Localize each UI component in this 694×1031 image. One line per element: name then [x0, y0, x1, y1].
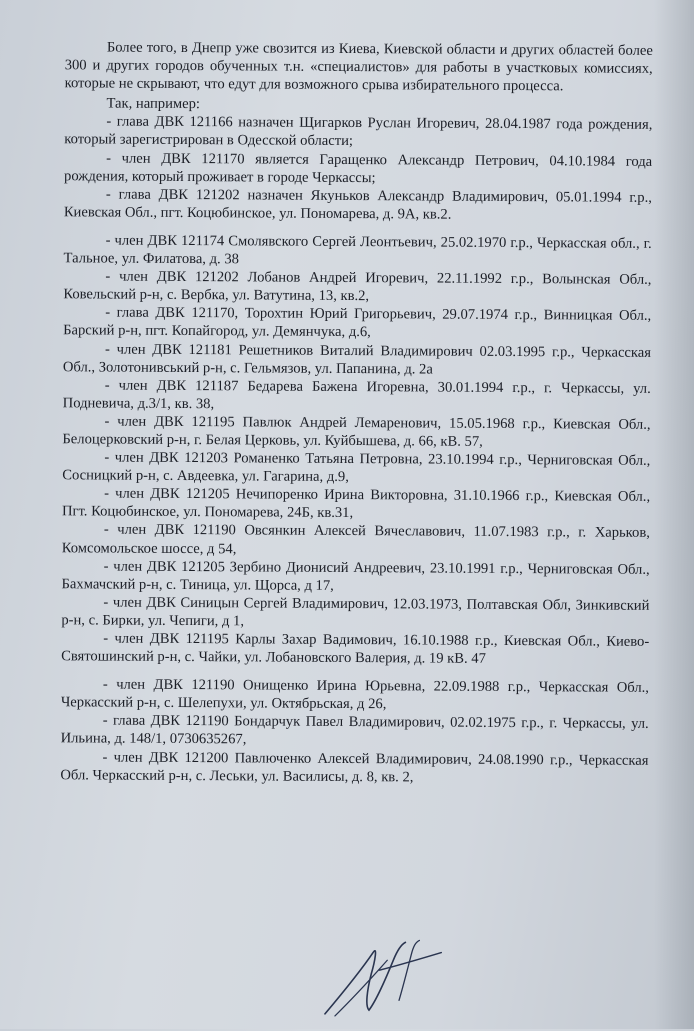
list-item: - глава ДВК 121202 назначен Якуньков Александр Владимирович, 05.01.1994 г.р., Киевская Обл., пгт. Коцюбинское, ул. Пономарева, д. 9А, кв.2.: [63, 186, 652, 223]
example-intro: Так, например:: [106, 95, 201, 113]
list-item: - член ДВК 121205 Нечипоренко Ирина Викторовна, 31.10.1966 г.р., Киевская Обл., Пгт. Коцюбинское, ул. Пономарева, 24Б, кв.31,: [61, 485, 651, 522]
handwritten-signature: [315, 930, 476, 1021]
list-item: - член ДВК 121190 Онищенко Ирина Юрьевна, 22.09.1988 г.р., Черкасская Обл., Черкасский р-н, с. Шелепухи, ул. Октябрьская, д 26,: [60, 676, 649, 713]
list-item: - член ДВК 121170 является Гаращенко Александр Петрович, 04.10.1984 года рождения, который проживает в городе Черкассы;: [64, 150, 653, 186]
list-item: - глава ДВК 121190 Бондарчук Павел Владимирович, 02.02.1975 г.р., г. Черкассы, ул. Ильина, д. 148/1, 0730635267,: [60, 712, 649, 748]
document-body: [60, 38, 653, 787]
intro-paragraph: Более того, в Днепр уже свозится из Киева, Киевской области и других областей более 300 и других городов обученных т.н. «специалистов» для работы в участковых комиссиях, которые не скрывают, что едут для возможного срыва избирательного процесса.: [64, 39, 653, 95]
list-item: - член ДВК 121190 Овсянкин Алексей Вячеславович, 11.07.1983 г.р., г. Харьков, Комсомольское шоссе, д 54,: [61, 521, 650, 557]
list-item: - член ДВК 121195 Карлы Захар Вадимович, 16.10.1988 г.р., Киевская Обл., Киево-Святошинский р-н, с. Чайки, ул. Лобановского Валерия, д. 19 кВ. 47: [61, 630, 650, 667]
list-item: - член ДВК 121195 Павлюк Андрей Лемаренович, 15.05.1968 г.р., Киевская Обл., Белоцерковский р-н, г. Белая Церковь, ул. Куйбышева, д. 66, кВ. 57,: [62, 413, 651, 450]
list-item: - член ДВК 121174 Смолявского Сергей Леонтьевич, 25.02.1970 г.р., Черкасская обл., г. Тальное, ул. Филатова, д. 38: [63, 232, 652, 268]
list-item: - член ДВК 121203 Романенко Татьяна Петровна, 23.10.1994 г.р., Черниговская Обл., Сосницкий р-н, с. Авдеевка, ул. Гагарина, д.9,: [62, 449, 651, 486]
list-item: - глава ДВК 121170, Торохтин Юрий Григорьевич, 29.07.1974 г.р., Винницкая Обл., Барский р-н, пгт. Копайгород, ул. Демянчука, д.6,: [63, 304, 652, 341]
page-shadow: [654, 0, 694, 1029]
list-item: - член ДВК 121202 Лобанов Андрей Игоревич, 22.11.1992 г.р., Волынская Обл., Ковельский р-н, с. Вербка, ул. Ватутина, 13, кв.2,: [63, 268, 652, 305]
list-item: - глава ДВК 121166 назначен Щигарков Руслан Игоревич, 28.04.1987 года рождения, который зарегистрирован в Одесской области;: [64, 113, 653, 150]
list-item: - член ДВК 121200 Павлюченко Алексей Владимирович, 24.08.1990 г.р., Черкасская Обл. Черкасский р-н, с. Леськи, ул. Василисы, д. 8, кв. 2,: [60, 749, 649, 786]
list-item: - член ДВК 121181 Решетников Виталий Владимирович 02.03.1995 г.р., Черкасская Обл., Золотонивський р-н, с. Гельмязов, ул. Папанина, д. 2а: [62, 341, 652, 378]
list-item: - член ДВК Синицын Сергей Владимирович, 12.03.1973, Полтавская Обл, Зинкивский р-н, с. Бирки, ул. Чепиги, д 1,: [61, 594, 650, 630]
list-item: - член ДВК 121205 Зербино Дионисий Андреевич, 23.10.1991 г.р., Черниговская Обл., Бахмачский р-н, с. Тиница, ул. Щорса, д 17,: [61, 558, 650, 594]
list-item: - член ДВК 121187 Бедарева Бажена Игоревна, 30.01.1994 г.р., г. Черкассы, ул. Подневича, д.3/1, кв. 38,: [62, 377, 651, 412]
